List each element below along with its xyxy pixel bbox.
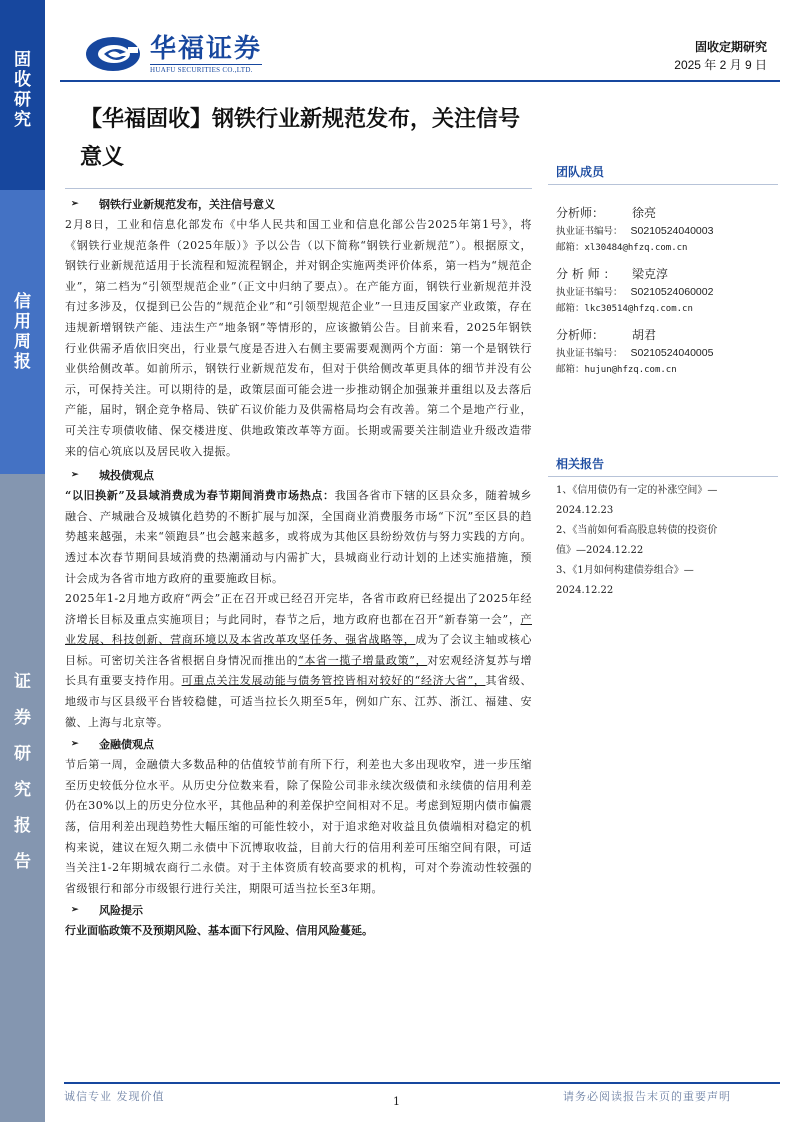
cert-number: S0210524040003 (630, 225, 714, 237)
analyst-email[interactable]: xl30484@hfzq.com.cn (584, 243, 688, 253)
side-label-char: 研 (14, 744, 31, 764)
cert-number: S0210524040005 (630, 347, 714, 359)
side-label-char: 信 (14, 292, 31, 312)
analyst-label: 分析师： (556, 206, 605, 220)
section-heading (65, 464, 532, 486)
related-divider (548, 476, 778, 477)
paragraph: 节后第一周，金融债大多数品种的估值较节前有所下行，利差也大多出现收窄，进一步压缩至历史较低分位水平。从历史分位数来看，除了保险公司非永续次级债和永续债的信用利差仍在30%以上的历史分位水平，其他品种的利差保护空间相对不足。考虑到短期内债市偏震荡，信用利差出现趋势性大幅压缩的可能性较小，对于追求绝对收益且负债端相对稳定的机构来说，建议在短久期二永债中下沉博取收益，目前大行的信用利差可压缩空间有限，可适当关注1-2年期城农商行二永债。对于主体资质有较高要求的机构，可对个券流动性较强的省级银行和部分市级银行进行关注，期限可适当拉长至3年期。 (65, 758, 532, 895)
arrowhead-bullet-icon: ➢ (71, 739, 79, 750)
analyst-label: 分析师： (556, 328, 605, 342)
related-item-title: 1、《信用债仍有一定的补涨空间》— (556, 485, 718, 496)
team-divider (548, 184, 778, 185)
arrowhead-bullet-icon: ➢ (71, 199, 79, 209)
cert-label: 执业证书编号： (556, 287, 623, 298)
side-label-char: 用 (14, 312, 31, 332)
analyst-card (548, 203, 778, 256)
logo-name-en: HUAFU SECURITIES CO.,LTD. (150, 64, 262, 74)
side-label-char: 券 (14, 708, 31, 728)
side-label-char: 研 (14, 90, 31, 110)
side-label-char: 报 (14, 816, 31, 836)
section-title: 风险提示 (99, 904, 143, 918)
logo-name-cn: 华福证券 (150, 34, 263, 64)
paragraph (65, 589, 532, 733)
side-banner-credit-weekly (0, 190, 45, 474)
paragraph-body: 我国各省市下辖的区县众多，随着城乡融合、产城融合及城镇化趋势的不断扩展与加深，全国商业消费服务市场“下沉”至区县的趋势越来越强，未来“领跑县”也会越来越多，或将成为其他区县纷纷效仿与努力实践的方向。透过本次春节期间县域消费的热潮涌动与内需扩大，县城商业行动计划的上述实施措施，预计会成为各省市地方政府的重要施政目标。 (65, 489, 532, 585)
analyst-card (548, 325, 778, 378)
side-label-char: 证 (14, 672, 31, 692)
related-reports (548, 452, 778, 601)
side-banner (0, 0, 45, 1122)
section-heading (65, 193, 532, 215)
paragraph-lead: “以旧换新”及县域消费成为春节期间消费市场热点： (65, 489, 335, 503)
paragraph: 2月8日，工业和信息化部发布《中华人民共和国工业和信息化部公告2025年第1号》，将《钢铁行业规范条件（2025年版）》予以公告（以下简称“钢铁行业新规范”）。根据原文，钢铁行业新规范适用于长流程和短流程钢企，并对钢企实施两类评价体系，第一档为“规范企业”，第二档为“引领型规范企业”（正文中归纳了要点）。在产能方面，钢铁行业新规范并没有过多涉及，仅提到已公告的“规范企业”和“引领型规范企业”一旦违反国家产业政策，存在违规新增钢铁产能、违法生产“地条钢”等情形的，应该撤销公告。目前来看，2025年钢铁行业供需矛盾依旧突出，行业景气度是否进入右侧主要需要观测两个方面：第一个是钢铁行业供给侧改革。如前所示，钢铁行业新规范发布，但对于供给侧改革更具体的细节并没有公示，可保持关注。可以期待的是，政策层面可能会进一步推动钢企加强兼并重组以及去落后产能，届时，钢企竞争格局、铁矿石议价能力及供需格局均会有改善。第二个是地产行业，可关注专项债收储、保交楼进度、供地政策改革等方面。长期或需要关注制造业升级改造带来的信心筑底以及居民收入提振。 (65, 218, 532, 458)
section-title: 金融债观点 (99, 738, 154, 752)
footer-slogan: 诚信专业 发现价值 (64, 1090, 165, 1103)
footer-disclaimer: 请务必阅读报告末页的重要声明 (563, 1090, 731, 1103)
paragraph-body: 其省级、地级市与区县级平台皆较稳健，可适当拉长久期至5年，例如广东、江苏、浙江、福建、安徽、上海与北京等。 (65, 674, 532, 729)
underlined-text: 可重点关注发展动能与债务管控皆相对较好的“经济大省”， (181, 674, 486, 688)
section-title: 城投债观点 (99, 469, 154, 483)
arrowhead-bullet-icon: ➢ (71, 470, 79, 481)
analyst-label: 分 析 师 ： (556, 267, 616, 281)
section-heading (65, 733, 532, 755)
team-panel (548, 160, 778, 386)
analyst-name: 梁克淳 (632, 267, 669, 281)
company-logo (84, 32, 262, 76)
paragraph-body: 成为了会议主轴或核心目标。可密切关注各省根据自身情况而推出的 (65, 633, 533, 667)
related-item-date: 2024.12.22 (556, 585, 614, 596)
main-content (65, 188, 532, 941)
related-item[interactable] (548, 561, 778, 601)
side-banner-fixed-income (0, 0, 45, 190)
email-label: 邮箱： (556, 242, 585, 253)
paragraph (65, 486, 532, 589)
analyst-name: 胡君 (632, 328, 657, 342)
cert-number: S0210524060002 (630, 286, 714, 298)
arrowhead-bullet-icon: ➢ (71, 905, 79, 916)
related-item[interactable] (548, 481, 778, 521)
side-label-char: 究 (14, 780, 31, 800)
paragraph-body: 2025年1-2月地方政府“两会”正在召开或已经召开完毕，各省市政府已经提出了2025年经济增长目标及重点实施项目；与此同时，春节之后，地方政府也都在召开“新春第一会”， (65, 592, 532, 626)
paragraph-body: 对宏观经济复苏与增长具有重要支持作用。 (65, 653, 532, 688)
page-number: 1 (393, 1095, 400, 1108)
huafu-logo-icon (84, 35, 142, 73)
report-date: 2025 年 2 月 9 日 (674, 58, 767, 72)
email-label: 邮箱： (556, 364, 585, 375)
side-label-char: 报 (14, 352, 31, 372)
team-heading: 团队成员 (556, 165, 605, 179)
side-banner-research-report (0, 474, 45, 1122)
underlined-text: 产业发展、科技创新、营商环境以及本省改革攻坚任务、强省战略等， (65, 612, 532, 647)
email-label: 邮箱： (556, 303, 585, 314)
header-meta (674, 38, 767, 74)
section-title: 钢铁行业新规范发布，关注信号意义 (99, 198, 275, 211)
related-item-title: 2、《当前如何看高股息转债的投资价 (556, 525, 718, 536)
related-item-date: 值》—2024.12.22 (556, 545, 644, 556)
side-label-char: 收 (14, 70, 31, 90)
analyst-email[interactable]: lkc30514@hfzq.com.cn (584, 304, 693, 314)
side-label-char: 告 (14, 852, 31, 872)
main-divider (65, 188, 532, 189)
page-title: 【华福固收】钢铁行业新规范发布，关注信号意义 (80, 106, 521, 170)
cert-label: 执业证书编号： (556, 226, 623, 237)
footer-divider (64, 1082, 780, 1084)
risk-warning: 行业面临政策不及预期风险、基本面下行风险、信用风险蔓延。 (65, 924, 373, 938)
cert-label: 执业证书编号： (556, 348, 623, 359)
side-label-char: 周 (14, 332, 31, 352)
analyst-email[interactable]: hujun@hfzq.com.cn (584, 365, 677, 375)
underlined-text: “本省一揽子增量政策”， (298, 653, 428, 667)
related-heading: 相关报告 (556, 457, 605, 471)
header-divider (60, 80, 780, 82)
analyst-card (548, 264, 778, 317)
side-label-char: 究 (14, 110, 31, 130)
side-label-char: 固 (14, 50, 31, 70)
report-type: 固收定期研究 (694, 40, 767, 54)
related-item-date: 2024.12.23 (556, 505, 614, 516)
section-heading (65, 899, 532, 921)
related-item[interactable] (548, 521, 778, 561)
related-item-title: 3、《1月如何构建债券组合》— (556, 565, 694, 576)
analyst-name: 徐亮 (632, 206, 657, 220)
